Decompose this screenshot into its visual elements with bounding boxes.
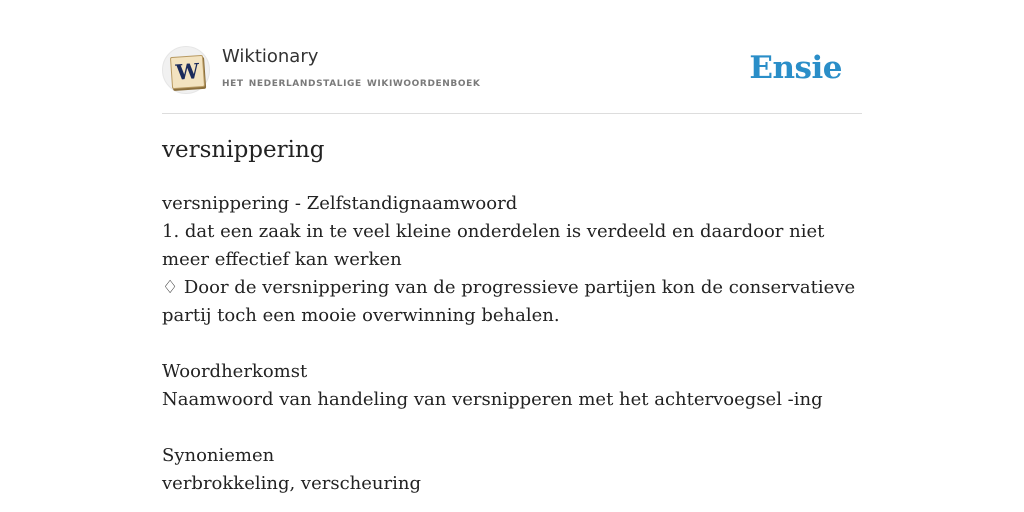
wiktionary-logo[interactable] <box>162 46 210 94</box>
spacer <box>162 414 862 442</box>
part-of-speech-line: versnippering - Zelfstandignaamwoord <box>162 193 518 214</box>
header <box>162 46 862 94</box>
synonyms-text: verbrokkeling, verscheuring <box>162 473 421 494</box>
article-body <box>162 190 862 498</box>
definition: 1. dat een zaak in te veel kleine onderdelen is verdeeld en daardoor niet meer effectief kan werken <box>162 221 825 270</box>
etymology-text: Naamwoord van handeling van versnipperen met het achtervoegsel -ing <box>162 389 823 410</box>
synonyms-heading: Synoniemen <box>162 445 275 466</box>
etymology-heading: Woordherkomst <box>162 361 308 382</box>
page-title: versnippering <box>162 137 325 163</box>
header-divider <box>162 113 862 114</box>
ensie-logo[interactable]: Ensie <box>749 50 842 86</box>
logo-tile-icon: W <box>170 55 205 89</box>
site-name[interactable]: Wiktionary <box>222 46 319 67</box>
example-sentence: ♢ Door de versnippering van de progressieve partijen kon de conservatieve partij toch een mooie overwinning behalen. <box>162 277 856 326</box>
site-tagline: het nederlandstalige wikiwoordenboek <box>222 75 481 90</box>
spacer <box>162 330 862 358</box>
